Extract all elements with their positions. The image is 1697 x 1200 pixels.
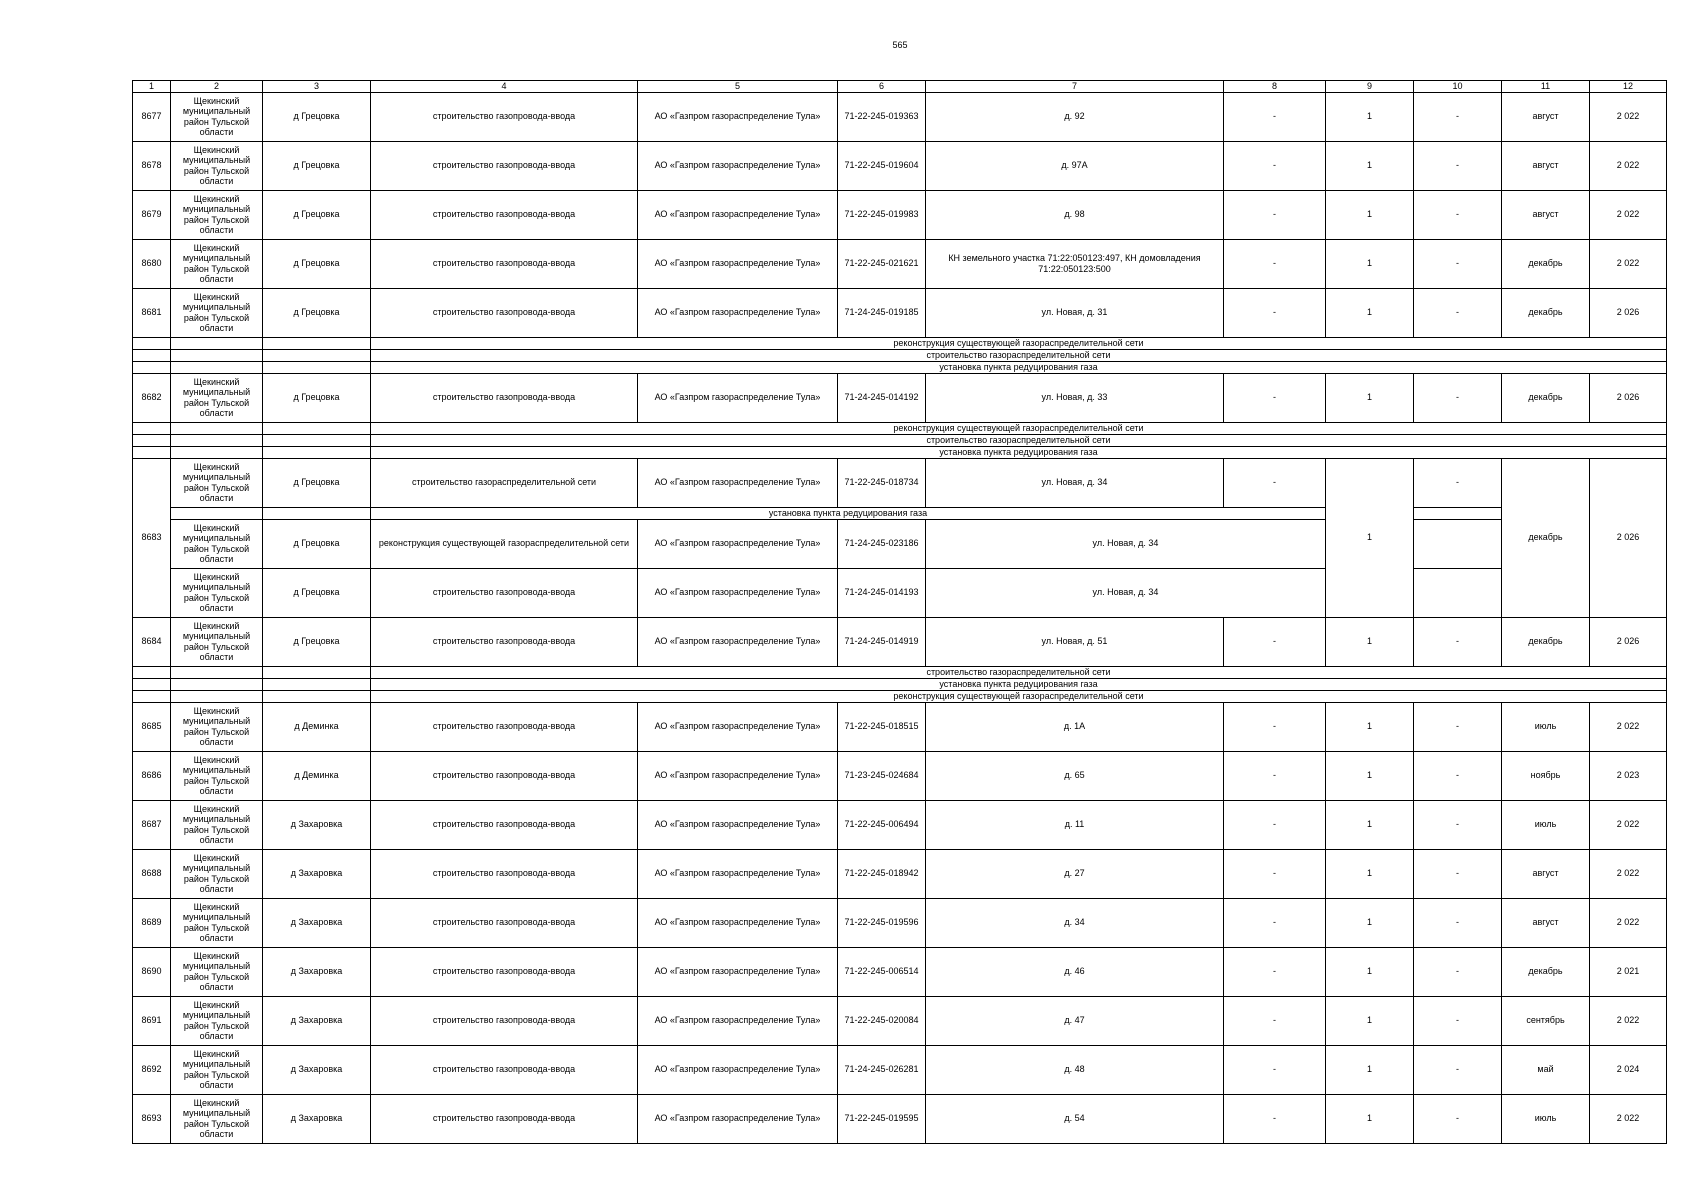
col9-cell: 1 bbox=[1326, 849, 1414, 898]
sub-row-text: строительство газораспределительной сети bbox=[371, 349, 1667, 361]
locality-cell: д Захаровка bbox=[263, 800, 371, 849]
year-cell: 2 022 bbox=[1590, 239, 1667, 288]
table-row bbox=[133, 751, 1667, 800]
sub-row bbox=[133, 337, 1667, 349]
address-cell: КН земельного участка 71:22:050123:497, КН домовладения 71:22:050123:500 bbox=[926, 239, 1224, 288]
municipality-cell: Щекинский муниципальный район Тульской области bbox=[171, 751, 263, 800]
address-cell: д. 98 bbox=[926, 190, 1224, 239]
col9-cell: 1 bbox=[1326, 898, 1414, 947]
table-row bbox=[133, 92, 1667, 141]
col8-cell: - bbox=[1224, 702, 1326, 751]
header-cell: 3 bbox=[263, 81, 371, 93]
organization-cell: АО «Газпром газораспределение Тула» bbox=[638, 458, 838, 507]
code-cell: 71-23-245-024684 bbox=[838, 751, 926, 800]
locality-cell: д Грецовка bbox=[263, 288, 371, 337]
col9-cell: 1 bbox=[1326, 1045, 1414, 1094]
code-cell: 71-24-245-026281 bbox=[838, 1045, 926, 1094]
row-number: 8679 bbox=[133, 190, 171, 239]
locality-cell: д Грецовка bbox=[263, 92, 371, 141]
table-row bbox=[133, 617, 1667, 666]
work-type-cell: строительство газопровода-ввода bbox=[371, 751, 638, 800]
col8-cell: - bbox=[1224, 1094, 1326, 1143]
address-cell: д. 46 bbox=[926, 947, 1224, 996]
municipality-cell: Щекинский муниципальный район Тульской области bbox=[171, 1045, 263, 1094]
page-number: 565 bbox=[892, 40, 908, 50]
organization-cell: АО «Газпром газораспределение Тула» bbox=[638, 947, 838, 996]
sub-row-text: строительство газораспределительной сети bbox=[371, 666, 1667, 678]
month-cell: декабрь bbox=[1502, 288, 1590, 337]
year-cell: 2 026 bbox=[1590, 617, 1667, 666]
col8-cell: - bbox=[1224, 996, 1326, 1045]
address-cell: ул. Новая, д. 34 bbox=[926, 519, 1326, 568]
municipality-cell: Щекинский муниципальный район Тульской области bbox=[171, 1094, 263, 1143]
table-row bbox=[133, 1094, 1667, 1143]
row-number: 8687 bbox=[133, 800, 171, 849]
col9-cell: 1 bbox=[1326, 947, 1414, 996]
work-type-cell: строительство газопровода-ввода bbox=[371, 1094, 638, 1143]
month-cell: август bbox=[1502, 190, 1590, 239]
organization-cell: АО «Газпром газораспределение Тула» bbox=[638, 996, 838, 1045]
month-cell: август bbox=[1502, 141, 1590, 190]
address-cell: ул. Новая, д. 33 bbox=[926, 373, 1224, 422]
sub-row bbox=[133, 361, 1667, 373]
work-type-cell: строительство газопровода-ввода bbox=[371, 141, 638, 190]
locality-cell: д Грецовка bbox=[263, 190, 371, 239]
sub-row bbox=[133, 507, 1667, 519]
locality-cell: д Деминка bbox=[263, 702, 371, 751]
locality-cell: д Грецовка bbox=[263, 519, 371, 568]
code-cell: 71-22-245-019983 bbox=[838, 190, 926, 239]
year-cell: 2 022 bbox=[1590, 849, 1667, 898]
row-number: 8683 bbox=[133, 458, 171, 617]
organization-cell: АО «Газпром газораспределение Тула» bbox=[638, 898, 838, 947]
organization-cell: АО «Газпром газораспределение Тула» bbox=[638, 373, 838, 422]
col9-cell: 1 bbox=[1326, 800, 1414, 849]
municipality-cell: Щекинский муниципальный район Тульской области bbox=[171, 800, 263, 849]
locality-cell: д Захаровка bbox=[263, 947, 371, 996]
work-type-cell: строительство газопровода-ввода bbox=[371, 800, 638, 849]
month-cell: август bbox=[1502, 849, 1590, 898]
header-cell: 6 bbox=[838, 81, 926, 93]
year-cell: 2 022 bbox=[1590, 141, 1667, 190]
municipality-cell: Щекинский муниципальный район Тульской области bbox=[171, 947, 263, 996]
row-number: 8677 bbox=[133, 92, 171, 141]
row-number: 8691 bbox=[133, 996, 171, 1045]
municipality-cell: Щекинский муниципальный район Тульской области bbox=[171, 239, 263, 288]
code-cell: 71-24-245-019185 bbox=[838, 288, 926, 337]
col8-cell: - bbox=[1224, 898, 1326, 947]
work-type-cell: строительство газопровода-ввода bbox=[371, 898, 638, 947]
col9-cell: 1 bbox=[1326, 617, 1414, 666]
month-cell: июль bbox=[1502, 702, 1590, 751]
col10-cell: - bbox=[1414, 190, 1502, 239]
table-row bbox=[133, 458, 1667, 507]
col10-cell: - bbox=[1414, 996, 1502, 1045]
code-cell: 71-22-245-006514 bbox=[838, 947, 926, 996]
table-row bbox=[133, 996, 1667, 1045]
address-cell: д. 65 bbox=[926, 751, 1224, 800]
table-row bbox=[133, 800, 1667, 849]
sub-row bbox=[133, 349, 1667, 361]
month-cell: август bbox=[1502, 92, 1590, 141]
col10-cell: - bbox=[1414, 702, 1502, 751]
col8-cell: - bbox=[1224, 800, 1326, 849]
table-row bbox=[133, 288, 1667, 337]
locality-cell: д Захаровка bbox=[263, 1094, 371, 1143]
sub-row bbox=[133, 666, 1667, 678]
year-cell: 2 022 bbox=[1590, 898, 1667, 947]
address-cell: ул. Новая, д. 31 bbox=[926, 288, 1224, 337]
col10-cell: - bbox=[1414, 800, 1502, 849]
month-cell: декабрь bbox=[1502, 458, 1590, 617]
row-number: 8692 bbox=[133, 1045, 171, 1094]
col8-cell: - bbox=[1224, 458, 1326, 507]
work-type-cell: строительство газопровода-ввода bbox=[371, 996, 638, 1045]
sub-row-text: установка пункта редуцирования газа bbox=[371, 446, 1667, 458]
month-cell: июль bbox=[1502, 1094, 1590, 1143]
year-cell: 2 021 bbox=[1590, 947, 1667, 996]
locality-cell: д Грецовка bbox=[263, 373, 371, 422]
table-row bbox=[133, 898, 1667, 947]
col9-cell: 1 bbox=[1326, 239, 1414, 288]
month-cell: декабрь bbox=[1502, 373, 1590, 422]
year-cell: 2 026 bbox=[1590, 288, 1667, 337]
col9-cell: 1 bbox=[1326, 702, 1414, 751]
code-cell: 71-22-245-021621 bbox=[838, 239, 926, 288]
locality-cell: д Грецовка bbox=[263, 458, 371, 507]
organization-cell: АО «Газпром газораспределение Тула» bbox=[638, 239, 838, 288]
work-type-cell: реконструкция существующей газораспределительной сети bbox=[371, 519, 638, 568]
year-cell: 2 022 bbox=[1590, 702, 1667, 751]
year-cell: 2 023 bbox=[1590, 751, 1667, 800]
work-type-cell: строительство газопровода-ввода bbox=[371, 849, 638, 898]
municipality-cell: Щекинский муниципальный район Тульской области bbox=[171, 141, 263, 190]
year-cell: 2 024 bbox=[1590, 1045, 1667, 1094]
col8-cell: - bbox=[1224, 190, 1326, 239]
municipality-cell: Щекинский муниципальный район Тульской области bbox=[171, 519, 263, 568]
table-row bbox=[133, 373, 1667, 422]
col10-cell: - bbox=[1414, 239, 1502, 288]
col9-cell: 1 bbox=[1326, 190, 1414, 239]
address-cell: д. 11 bbox=[926, 800, 1224, 849]
work-type-cell: строительство газопровода-ввода bbox=[371, 1045, 638, 1094]
column-number-header bbox=[133, 81, 1667, 93]
header-cell: 11 bbox=[1502, 81, 1590, 93]
col9-cell: 1 bbox=[1326, 288, 1414, 337]
municipality-cell: Щекинский муниципальный район Тульской области bbox=[171, 458, 263, 507]
col9-cell: 1 bbox=[1326, 141, 1414, 190]
organization-cell: АО «Газпром газораспределение Тула» bbox=[638, 849, 838, 898]
col8-cell: - bbox=[1224, 947, 1326, 996]
table-row bbox=[133, 702, 1667, 751]
month-cell: ноябрь bbox=[1502, 751, 1590, 800]
col8-cell: - bbox=[1224, 92, 1326, 141]
address-cell: д. 48 bbox=[926, 1045, 1224, 1094]
col10-cell: - bbox=[1414, 288, 1502, 337]
address-cell: д. 27 bbox=[926, 849, 1224, 898]
table-row bbox=[133, 141, 1667, 190]
municipality-cell: Щекинский муниципальный район Тульской области bbox=[171, 996, 263, 1045]
sub-row-text: установка пункта редуцирования газа bbox=[371, 361, 1667, 373]
address-cell: д. 54 bbox=[926, 1094, 1224, 1143]
col8-cell: - bbox=[1224, 849, 1326, 898]
locality-cell: д Деминка bbox=[263, 751, 371, 800]
sub-row bbox=[133, 434, 1667, 446]
organization-cell: АО «Газпром газораспределение Тула» bbox=[638, 519, 838, 568]
month-cell: декабрь bbox=[1502, 239, 1590, 288]
locality-cell: д Грецовка bbox=[263, 568, 371, 617]
organization-cell: АО «Газпром газораспределение Тула» bbox=[638, 141, 838, 190]
municipality-cell: Щекинский муниципальный район Тульской области bbox=[171, 702, 263, 751]
locality-cell: д Грецовка bbox=[263, 141, 371, 190]
organization-cell: АО «Газпром газораспределение Тула» bbox=[638, 751, 838, 800]
municipality-cell: Щекинский муниципальный район Тульской области bbox=[171, 849, 263, 898]
col10-cell: - bbox=[1414, 849, 1502, 898]
col10-cell: - bbox=[1414, 617, 1502, 666]
row-number: 8689 bbox=[133, 898, 171, 947]
code-cell: 71-24-245-014192 bbox=[838, 373, 926, 422]
row-number: 8693 bbox=[133, 1094, 171, 1143]
work-type-cell: строительство газопровода-ввода bbox=[371, 947, 638, 996]
work-type-cell: строительство газопровода-ввода bbox=[371, 190, 638, 239]
organization-cell: АО «Газпром газораспределение Тула» bbox=[638, 702, 838, 751]
row-number: 8684 bbox=[133, 617, 171, 666]
col9-cell: 1 bbox=[1326, 373, 1414, 422]
header-cell: 10 bbox=[1414, 81, 1502, 93]
table-row bbox=[133, 1045, 1667, 1094]
locality-cell: д Захаровка bbox=[263, 898, 371, 947]
col10-cell: - bbox=[1414, 898, 1502, 947]
year-cell: 2 022 bbox=[1590, 92, 1667, 141]
sub-row-text: установка пункта редуцирования газа bbox=[371, 507, 1326, 519]
work-type-cell: строительство газопровода-ввода bbox=[371, 702, 638, 751]
address-cell: д. 92 bbox=[926, 92, 1224, 141]
year-cell: 2 026 bbox=[1590, 458, 1667, 617]
col10-cell: - bbox=[1414, 1094, 1502, 1143]
municipality-cell: Щекинский муниципальный район Тульской области bbox=[171, 288, 263, 337]
organization-cell: АО «Газпром газораспределение Тула» bbox=[638, 92, 838, 141]
col9-cell: 1 bbox=[1326, 92, 1414, 141]
sub-row bbox=[133, 678, 1667, 690]
header-cell: 9 bbox=[1326, 81, 1414, 93]
month-cell: сентябрь bbox=[1502, 996, 1590, 1045]
organization-cell: АО «Газпром газораспределение Тула» bbox=[638, 617, 838, 666]
code-cell: 71-22-245-006494 bbox=[838, 800, 926, 849]
year-cell: 2 022 bbox=[1590, 190, 1667, 239]
sub-row-text: установка пункта редуцирования газа bbox=[371, 678, 1667, 690]
month-cell: декабрь bbox=[1502, 617, 1590, 666]
col9-cell: 1 bbox=[1326, 996, 1414, 1045]
sub-row bbox=[133, 690, 1667, 702]
code-cell: 71-24-245-023186 bbox=[838, 519, 926, 568]
work-type-cell: строительство газораспределительной сети bbox=[371, 458, 638, 507]
address-cell: ул. Новая, д. 34 bbox=[926, 568, 1326, 617]
header-cell: 1 bbox=[133, 81, 171, 93]
sub-row-text: реконструкция существующей газораспределительной сети bbox=[371, 690, 1667, 702]
col10-cell: - bbox=[1414, 92, 1502, 141]
municipality-cell: Щекинский муниципальный район Тульской области bbox=[171, 92, 263, 141]
year-cell: 2 022 bbox=[1590, 800, 1667, 849]
col9-cell: 1 bbox=[1326, 751, 1414, 800]
col10-cell: - bbox=[1414, 458, 1502, 507]
sub-row-text: реконструкция существующей газораспределительной сети bbox=[371, 337, 1667, 349]
row-number: 8680 bbox=[133, 239, 171, 288]
col8-cell: - bbox=[1224, 751, 1326, 800]
work-type-cell: строительство газопровода-ввода bbox=[371, 92, 638, 141]
address-cell: д. 97А bbox=[926, 141, 1224, 190]
header-cell: 7 bbox=[926, 81, 1224, 93]
header-cell: 8 bbox=[1224, 81, 1326, 93]
work-type-cell: строительство газопровода-ввода bbox=[371, 617, 638, 666]
code-cell: 71-22-245-018734 bbox=[838, 458, 926, 507]
organization-cell: АО «Газпром газораспределение Тула» bbox=[638, 568, 838, 617]
locality-cell: д Захаровка bbox=[263, 996, 371, 1045]
organization-cell: АО «Газпром газораспределение Тула» bbox=[638, 190, 838, 239]
table-row bbox=[133, 239, 1667, 288]
address-cell: ул. Новая, д. 34 bbox=[926, 458, 1224, 507]
code-cell: 71-24-245-014193 bbox=[838, 568, 926, 617]
col10-cell: - bbox=[1414, 1045, 1502, 1094]
col10-cell: - bbox=[1414, 947, 1502, 996]
sub-row bbox=[133, 422, 1667, 434]
municipality-cell: Щекинский муниципальный район Тульской области bbox=[171, 898, 263, 947]
col8-cell: - bbox=[1224, 288, 1326, 337]
row-number: 8681 bbox=[133, 288, 171, 337]
col9-cell: 1 bbox=[1326, 1094, 1414, 1143]
table-row bbox=[133, 849, 1667, 898]
table-row bbox=[133, 947, 1667, 996]
row-number: 8682 bbox=[133, 373, 171, 422]
municipality-cell: Щекинский муниципальный район Тульской области bbox=[171, 373, 263, 422]
row-number: 8685 bbox=[133, 702, 171, 751]
organization-cell: АО «Газпром газораспределение Тула» bbox=[638, 288, 838, 337]
row-number: 8690 bbox=[133, 947, 171, 996]
locality-cell: д Грецовка bbox=[263, 617, 371, 666]
address-cell: д. 47 bbox=[926, 996, 1224, 1045]
work-type-cell: строительство газопровода-ввода bbox=[371, 239, 638, 288]
row-number: 8678 bbox=[133, 141, 171, 190]
month-cell: август bbox=[1502, 898, 1590, 947]
work-type-cell: строительство газопровода-ввода bbox=[371, 288, 638, 337]
header-cell: 4 bbox=[371, 81, 638, 93]
col8-cell: - bbox=[1224, 373, 1326, 422]
header-cell: 12 bbox=[1590, 81, 1667, 93]
code-cell: 71-22-245-019363 bbox=[838, 92, 926, 141]
locality-cell: д Захаровка bbox=[263, 849, 371, 898]
code-cell: 71-22-245-019604 bbox=[838, 141, 926, 190]
code-cell: 71-22-245-019596 bbox=[838, 898, 926, 947]
work-type-cell: строительство газопровода-ввода bbox=[371, 568, 638, 617]
header-cell: 5 bbox=[638, 81, 838, 93]
address-cell: д. 34 bbox=[926, 898, 1224, 947]
col9-cell: 1 bbox=[1326, 458, 1414, 617]
header-cell: 2 bbox=[171, 81, 263, 93]
organization-cell: АО «Газпром газораспределение Тула» bbox=[638, 800, 838, 849]
sub-row-text: строительство газораспределительной сети bbox=[371, 434, 1667, 446]
work-type-cell: строительство газопровода-ввода bbox=[371, 373, 638, 422]
year-cell: 2 022 bbox=[1590, 996, 1667, 1045]
sub-row-text: реконструкция существующей газораспределительной сети bbox=[371, 422, 1667, 434]
table-row bbox=[133, 519, 1667, 568]
code-cell: 71-22-245-018515 bbox=[838, 702, 926, 751]
col8-cell: - bbox=[1224, 239, 1326, 288]
col8-cell: - bbox=[1224, 141, 1326, 190]
code-cell: 71-22-245-020084 bbox=[838, 996, 926, 1045]
code-cell: 71-24-245-014919 bbox=[838, 617, 926, 666]
col8-cell: - bbox=[1224, 617, 1326, 666]
row-number: 8688 bbox=[133, 849, 171, 898]
object-table bbox=[132, 80, 1667, 1144]
code-cell: 71-22-245-019595 bbox=[838, 1094, 926, 1143]
col10-cell: - bbox=[1414, 751, 1502, 800]
locality-cell: д Грецовка bbox=[263, 239, 371, 288]
address-cell: ул. Новая, д. 51 bbox=[926, 617, 1224, 666]
month-cell: декабрь bbox=[1502, 947, 1590, 996]
table-row bbox=[133, 190, 1667, 239]
month-cell: май bbox=[1502, 1045, 1590, 1094]
organization-cell: АО «Газпром газораспределение Тула» bbox=[638, 1094, 838, 1143]
sub-row bbox=[133, 446, 1667, 458]
municipality-cell: Щекинский муниципальный район Тульской области bbox=[171, 617, 263, 666]
col10-cell: - bbox=[1414, 141, 1502, 190]
year-cell: 2 026 bbox=[1590, 373, 1667, 422]
code-cell: 71-22-245-018942 bbox=[838, 849, 926, 898]
year-cell: 2 022 bbox=[1590, 1094, 1667, 1143]
address-cell: д. 1А bbox=[926, 702, 1224, 751]
table-row bbox=[133, 568, 1667, 617]
row-number: 8686 bbox=[133, 751, 171, 800]
col10-cell: - bbox=[1414, 373, 1502, 422]
municipality-cell: Щекинский муниципальный район Тульской области bbox=[171, 568, 263, 617]
month-cell: июль bbox=[1502, 800, 1590, 849]
municipality-cell: Щекинский муниципальный район Тульской области bbox=[171, 190, 263, 239]
col8-cell: - bbox=[1224, 1045, 1326, 1094]
organization-cell: АО «Газпром газораспределение Тула» bbox=[638, 1045, 838, 1094]
locality-cell: д Захаровка bbox=[263, 1045, 371, 1094]
